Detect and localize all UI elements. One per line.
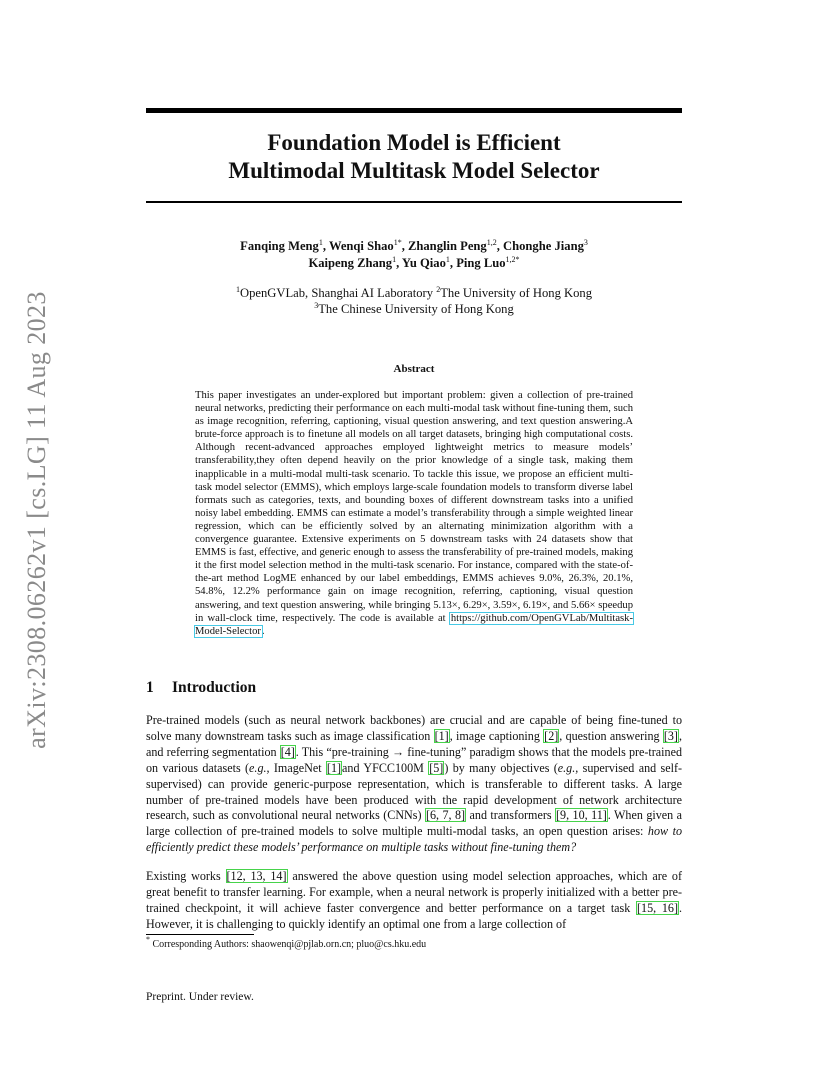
author-mark: 1 — [445, 255, 450, 264]
affiliation-line-1 — [146, 285, 682, 301]
author-mark: 3 — [583, 238, 588, 247]
author-mark: 1 — [392, 255, 397, 264]
italic-question: how to efficiently predict these models’ performance on multiple tasks without fine-tuning them? — [146, 824, 682, 855]
citation-link[interactable]: [6, 7, 8] — [425, 808, 466, 823]
author-mark: 1,2 — [486, 238, 497, 247]
affiliation-line-2 — [146, 301, 682, 317]
paragraph-text: and YFCC100M — [342, 760, 429, 775]
affiliation-mark: 1 — [235, 285, 240, 294]
intro-paragraph-1 — [146, 713, 682, 856]
author-name: Zhanglin Peng — [407, 239, 487, 253]
paper-title — [146, 129, 682, 185]
citation-link[interactable]: [2] — [544, 728, 559, 743]
citation-link[interactable]: [4] — [280, 744, 295, 759]
affiliation-name: OpenGVLab, Shanghai AI Laboratory — [239, 286, 434, 300]
author-list — [146, 238, 682, 272]
paragraph-text: Existing works — [146, 869, 226, 883]
paragraph-text: , question answering — [559, 728, 663, 743]
author-line-2: Kaipeng Zhang$^1$, Yu Qiao$^1$, Ping Luo$^{1,2*}$ — [308, 255, 520, 270]
code-availability-text: The code is available at — [339, 612, 450, 624]
author-name: Wenqi Shao — [328, 239, 394, 253]
affiliation-list — [146, 285, 682, 317]
paragraph-text: , image captioning — [449, 728, 544, 743]
italic-text: e.g., — [557, 760, 579, 775]
section-number: 1 — [146, 679, 154, 696]
footnote — [146, 935, 682, 951]
paragraph-text: . When given a large collection of pre-trained models to solve multiple multi-modal tasks, an open question arises: — [146, 808, 682, 839]
author-line-1: Fanqing Meng$^1$, Wenqi Shao$^{1*}$, Zhanglin Peng$^{1,2}$, Chonghe Jiang$^3$ — [240, 238, 588, 253]
citation-link[interactable]: [5] — [429, 760, 444, 775]
paragraph-text: Pre-trained models (such as neural network backbones) are crucial and are capable of being fine-tuned to solve many downstream tasks such as image classification — [146, 713, 682, 743]
code-availability-end: . — [261, 625, 265, 637]
abstract-text: This paper investigates an under-explored but important problem: given a collection of pre-trained neural networks, predicting their performance on each multi-modal task without fine-tuning them, such as image recognition, referring, captioning, visual question answering, and text question answering.A brute-force approach is to finetune all models on all target datasets, bringing high computational costs. Although recent-advanced approaches employed lightweight metrics to measure models’ transferability,they often depend heavily on the prior knowledge of a single task, making them inapplicable in a multi-modal multi-task scenario. To tackle this issue, we propose an efficient multi-task model selector (EMMS), which employs large-scale foundation models to transform diverse label formats such as categories, texts, and bounding boxes of different downstream tasks into a unified noisy label embedding. EMMS can estimate a model’s transferability through a simple weighted linear regression, which can be efficiently solved by an alternating minimization algorithm with a convergence guarantee. Extensive experiments on 5 downstream tasks with 24 datasets show that EMMS is fast, effective, and generic enough to assess the transferability of pre-trained models, making it the first model selection method in the multi-task scenario. For instance, compared with the state-of-the-art method LogME enhanced by our label embeddings, EMMS achieves 9.0%, 26.3%, 20.1%, 54.8%, 12.2% performance gain on image recognition, referring, captioning, visual question answering, and text question answering, while bringing 5.13×, 6.29×, 3.59×, 6.19×, and 5.66× speedup in wall-clock time, respectively. — [195, 390, 633, 624]
author-mark: 1* — [393, 238, 402, 247]
intro-paragraph-2 — [146, 869, 682, 933]
arxiv-identifier — [8, 280, 66, 760]
affiliation-mark: 3 — [314, 301, 319, 310]
paragraph-text: supervised and self-supervised) can provide generic-purpose representation, which is transferable to different tasks. A large number of pre-trained models have been produced with the rapid development of network architecture research, such as convolutional neural networks (CNNs) — [146, 760, 682, 823]
footnote-text: Corresponding Authors: shaowenqi@pjlab.orn.cn; pluo@cs.hku.edu — [150, 939, 427, 950]
section-title: Introduction — [172, 679, 257, 696]
paragraph-text: . This “pre-training → fine-tuning” paradigm shows that the models pre-trained on various datasets ( — [146, 744, 682, 775]
paragraph-text: ImageNet — [269, 760, 326, 775]
affiliation-mark: 2 — [436, 285, 441, 294]
affiliation-name: The University of Hong Kong — [440, 286, 593, 300]
italic-text: e.g., — [249, 760, 270, 775]
author-name: Chonghe Jiang — [503, 239, 584, 253]
paragraph-text: . However, it is challenging to quickly identify an optimal one from a large collection of — [146, 900, 682, 931]
author-mark: 1,2* — [505, 255, 520, 264]
preprint-notice: Preprint. Under review. — [146, 991, 254, 1003]
title-top-rule — [146, 108, 682, 113]
paper-title-line-2: Multimodal Multitask Model Selector — [228, 158, 600, 183]
citation-link[interactable]: [3] — [663, 728, 678, 743]
footnote-mark: * — [146, 935, 150, 944]
paragraph-text: and transformers — [466, 808, 555, 823]
author-name: Fanqing Meng — [240, 239, 319, 253]
abstract-heading: Abstract — [393, 363, 435, 375]
author-name: Kaipeng Zhang — [308, 256, 393, 270]
affiliation-name: The Chinese University of Hong Kong — [318, 302, 514, 316]
paragraph-text: , and referring segmentation — [146, 728, 682, 759]
abstract-body — [195, 389, 633, 638]
author-name: Ping Luo — [456, 256, 506, 270]
author-name: Yu Qiao — [401, 256, 446, 270]
citation-link[interactable]: [15, 16] — [637, 900, 678, 915]
arxiv-identifier-text: arXiv:2308.06262v1 [cs.LG] 11 Aug 2023 — [22, 291, 52, 749]
citation-link[interactable]: [12, 13, 14] — [226, 869, 287, 883]
author-mark: 1 — [318, 238, 323, 247]
paragraph-text: ) by many objectives ( — [444, 760, 558, 775]
section-heading-introduction — [146, 679, 682, 697]
citation-link[interactable]: [9, 10, 11] — [556, 808, 607, 823]
citation-link[interactable]: [1] — [434, 728, 449, 743]
citation-link[interactable]: [1] — [326, 760, 342, 775]
paper-title-line-1: Foundation Model is Efficient — [267, 130, 561, 155]
paragraph-text: answered the above question using model selection approaches, which are of great benefit to transfer learning. For example, when a neural network is properly initialized with a better pre-trained checkpoint, it will achieve faster convergence and better performance on a target task — [146, 869, 682, 915]
footnote-rule — [146, 934, 254, 935]
title-bottom-rule — [146, 201, 682, 203]
code-repository-link[interactable]: https://github.com/OpenGVLab/Multitask-Model-Selector — [195, 612, 633, 637]
